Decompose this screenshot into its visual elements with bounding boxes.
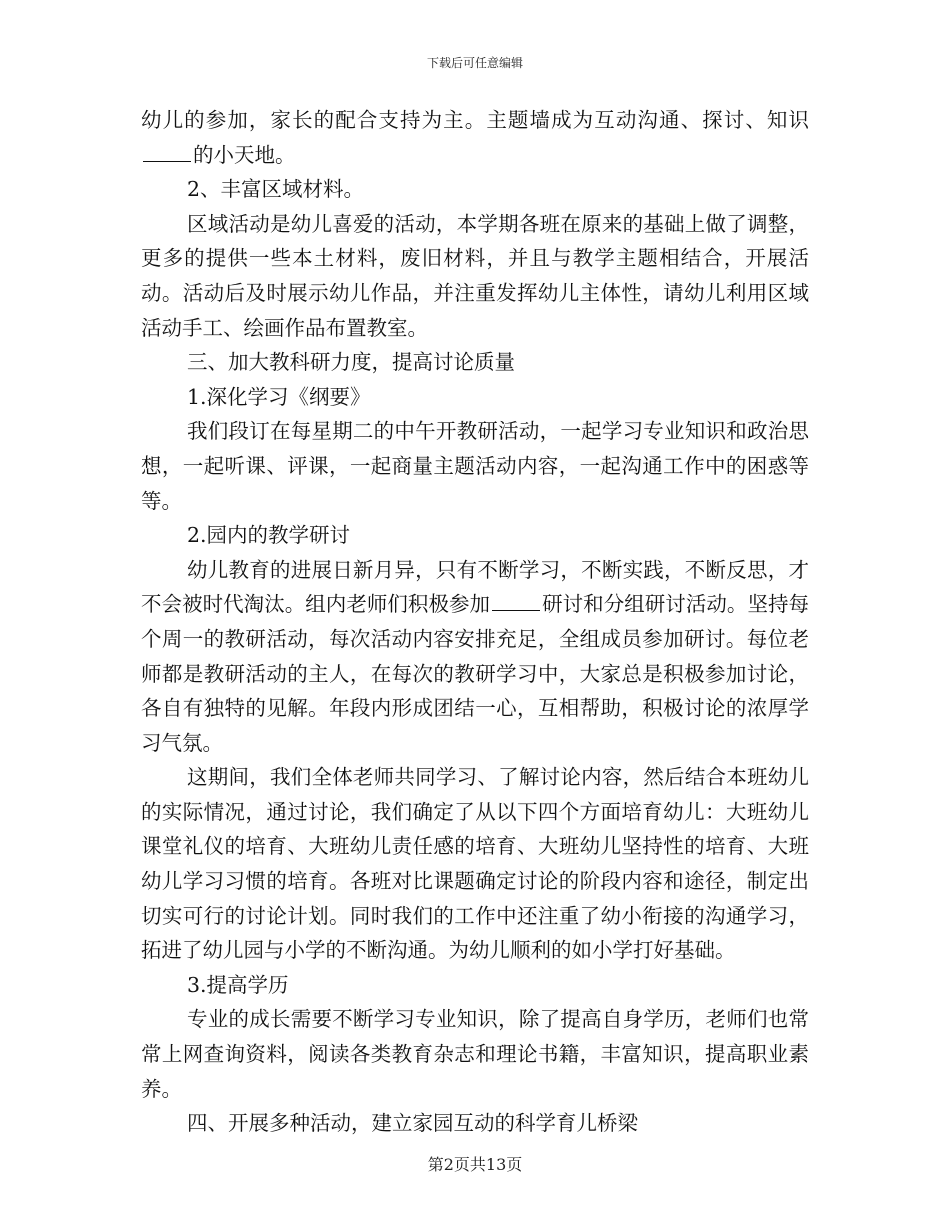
section-heading-research: 三、加大教科研力度，提高讨论质量: [187, 350, 515, 375]
paragraph-education-progress: [141, 553, 809, 761]
fill-in-blank: [492, 590, 540, 611]
paragraph-text: 的小天地。: [193, 142, 296, 167]
paragraph-professional-growth: 专业的成长需要不断学习专业知识，除了提高自身学历，老师们也常常上网查询资料，阅读各类教育杂志和理论书籍，丰富知识，提高职业素养。: [141, 1007, 809, 1101]
paragraph-text: 幼儿教育的进展日新月异，只有不断学习，不断实践，不断反思，才不会被时代淘汰。组内老师们积极参加: [141, 557, 809, 617]
section-heading-activities: 四、开展多种活动，建立家园互动的科学育儿桥梁: [187, 1111, 638, 1136]
paragraph-study-period: 这期间，我们全体老师共同学习、了解讨论内容，然后结合本班幼儿的实际情况，通过讨论，我们确定了从以下四个方面培育幼儿：大班幼儿课堂礼仪的培育、大班幼儿责任感的培育、大班幼儿坚持性的培育、大班幼儿学习习惯的培育。各班对比课题确定讨论的阶段内容和途径，制定出切实可行的讨论计划。同时我们的工作中还注重了幼小衔接的沟通学习，拓进了幼儿园与小学的不断沟通。为幼儿顺利的如小学打好基础。: [141, 765, 809, 963]
page-header: 下载后可任意编辑: [426, 56, 523, 70]
paragraph-text: 研讨和分组研讨活动。坚持每个周一的教研活动，每次活动内容安排充足，全组成员参加研讨。每位老师都是教研活动的主人，在每次的教研学习中，大家总是积极参加讨论，各自有独特的见解。年段内形成团结一心，互相帮助，积极讨论的浓厚学习气氛。: [141, 592, 810, 755]
subheading-area-materials: 2、丰富区域材料。: [187, 177, 365, 202]
document-body: [141, 103, 809, 1141]
subheading-improve-education: 3.提高学历: [187, 972, 289, 997]
paragraph-weekly-research: 我们段订在每星期二的中午开教研活动，一起学习专业知识和政治思想，一起听课、评课，一起商量主题活动内容，一起沟通工作中的困惑等等。: [141, 419, 809, 513]
paragraph-area-activities: 区域活动是幼儿喜爱的活动，本学期各班在原来的基础上做了调整，更多的提供一些本土材料，废旧材料，并且与教学主题相结合，开展活动。活动后及时展示幼儿作品，并注重发挥幼儿主体性，请幼儿利用区域活动手工、绘画作品布置教室。: [141, 211, 809, 340]
page-number: 第2页共13页: [427, 1155, 523, 1174]
subheading-teaching-research: 2.园内的教学研讨: [187, 523, 351, 548]
subheading-study-outline: 1.深化学习《纲要》: [187, 384, 371, 409]
fill-in-blank: [143, 141, 191, 162]
paragraph-theme-wall: [141, 103, 809, 172]
paragraph-text: 幼儿的参加，家长的配合支持为主。主题墙成为互动沟通、探讨、知识: [141, 108, 809, 132]
